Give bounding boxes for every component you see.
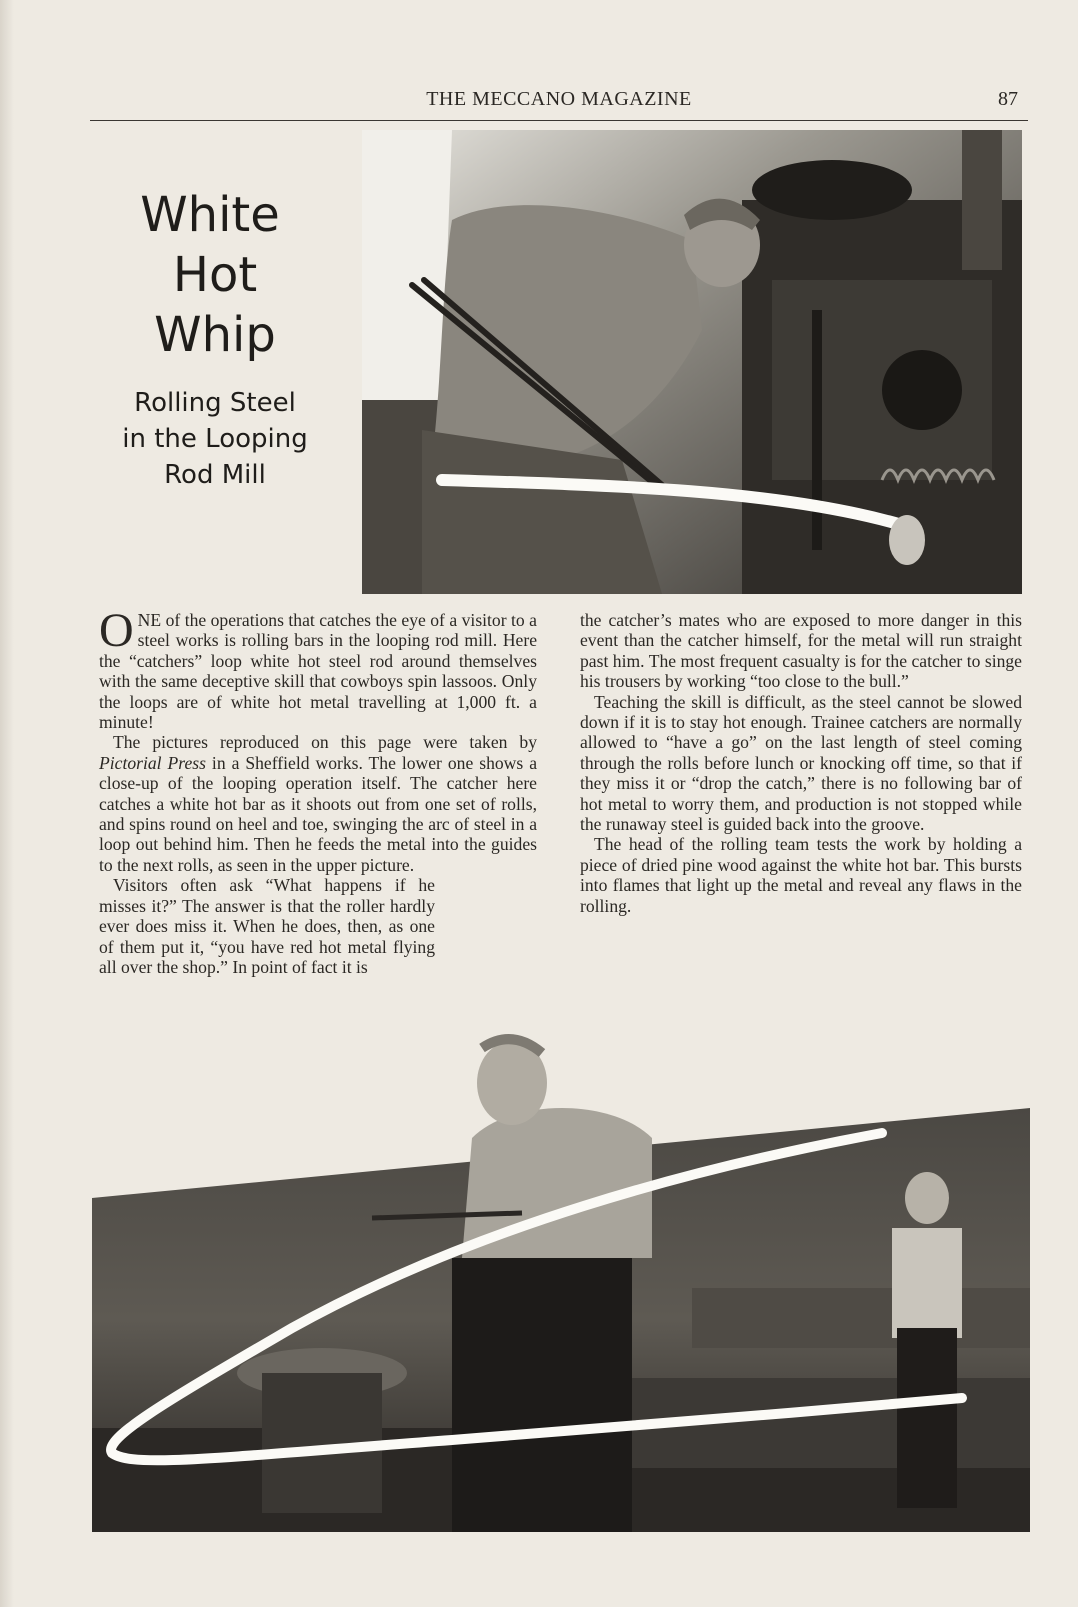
title-line-2: Hot	[172, 247, 258, 303]
paragraph-2	[99, 732, 537, 875]
paragraph-3: Visitors often ask “What happens if he misses it?” The answer is that the roller hardly ever does miss it. When he does, then, as one of them put it, “you have red hot metal flying all over the shop.” In point of fact it is	[99, 875, 435, 977]
paragraph-1	[99, 604, 537, 733]
page-edge-shadow	[0, 0, 14, 1607]
title-line-3: Whip	[154, 307, 276, 363]
paragraph-1-text: NE of the operations that catches the eye of a visitor to a steel works is rolling bars in the looping rod mill. Here the “catchers” loop white hot steel rod around themselves with the same deceptive skill that cowboys spin lassoos. Only the loops are of white hot metal travelling at 1,000 ft. a minute!	[99, 610, 537, 733]
paragraph-4: the catcher’s mates who are exposed to more danger in this event than the catcher himself, for the metal will run straight past him. The most frequent casualty is for the catcher to singe his trousers by working “too close to the bull.”	[580, 610, 1022, 692]
article-subtitle	[80, 385, 350, 493]
subtitle-line-2: in the Looping	[122, 424, 308, 454]
photo-catcher-looping-steel	[92, 1028, 1030, 1532]
article-column-left	[99, 604, 537, 977]
article-column-right	[580, 610, 1022, 916]
subtitle-line-3: Rod Mill	[164, 460, 266, 490]
title-line-1: White	[140, 187, 280, 243]
magazine-title: THE MECCANO MAGAZINE	[426, 88, 692, 110]
subtitle-line-1: Rolling Steel	[134, 388, 296, 418]
running-head	[90, 86, 1028, 121]
publisher-name: Pictorial Press	[99, 752, 206, 773]
paragraph-2-text-a: The pictures reproduced on this page were taken by	[113, 732, 537, 753]
paragraph-2-text-b: in a Sheffield works. The lower one shows a close-up of the looping operation itself. The catcher here catches a white hot bar as it shoots out from one set of rolls, and spins round on heel and toe, swinging the arc of steel in a loop out behind him. Then he feeds the metal into the guides to the next rolls, as seen in the upper picture.	[99, 752, 537, 875]
drop-cap: O	[99, 604, 134, 657]
photo-catcher-feeding-rolls	[362, 130, 1022, 594]
paragraph-5: Teaching the skill is difficult, as the steel cannot be slowed down if it is to stay hot enough. Trainee catchers are normally allowed to “have a go” on the last length of steel coming through the rolls before lunch or knocking off time, so that if they miss it or “drop the catch,” there is no following bar of hot metal to worry them, and production is not stopped while the runaway steel is guided back into the groove.	[580, 691, 1022, 835]
paragraph-6: The head of the rolling team tests the work by holding a piece of dried pine wood against the white hot bar. This bursts into flames that light up the metal and reveal any flaws in the rolling.	[580, 834, 1022, 916]
page-number: 87	[998, 88, 1018, 110]
article-title-block	[80, 185, 350, 493]
